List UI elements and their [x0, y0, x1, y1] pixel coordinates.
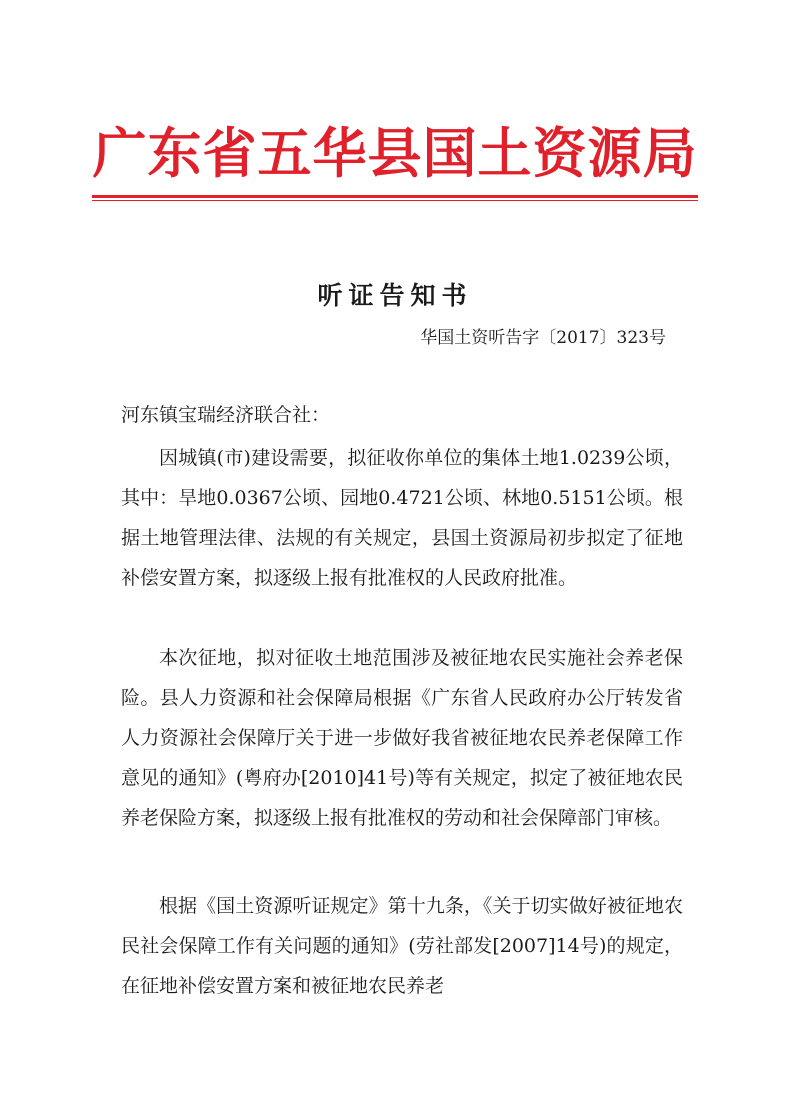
letterhead-rule-thick [92, 195, 698, 198]
body-paragraph-2 [121, 638, 683, 838]
letterhead-rule-thin [92, 200, 698, 201]
paragraph-text: 因城镇(市)建设需要，拟征收你单位的集体土地1.0239公顷，其中：旱地0.0367公顷、园地0.4721公顷、林地0.5151公顷。根据土地管理法律、法规的有关规定，县国土资源局初步拟定了征地补偿安置方案，拟逐级上报有批准权的人民政府批准。 [121, 447, 683, 589]
agency-letterhead: 广东省五华县国土资源局 [92, 121, 698, 185]
paragraph-text: 根据《国土资源听证规定》第十九条，《关于切实做好被征地农民社会保障工作有关问题的通知》(劳社部发[2007]14号)的规定，在征地补偿安置方案和被征地农民养老 [121, 895, 683, 997]
recipient-line: 河东镇宝瑞经济联合社： [121, 404, 331, 426]
document-title: 听证告知书 [317, 281, 473, 310]
body-paragraph-3 [121, 886, 683, 1006]
paragraph-text: 本次征地，拟对征收土地范围涉及被征地农民实施社会养老保险。县人力资源和社会保障局根据《广东省人民政府办公厅转发省人力资源社会保障厅关于进一步做好我省被征地农民养老保障工作意见的通知》(粤府办[2010]41号)等有关规定，拟定了被征地农民养老保险方案，拟逐级上报有批准权的劳动和社会保障部门审核。 [121, 647, 683, 829]
body-paragraph-1 [121, 438, 683, 598]
document-number: 华国土资听告字〔2017〕323号 [420, 328, 666, 348]
